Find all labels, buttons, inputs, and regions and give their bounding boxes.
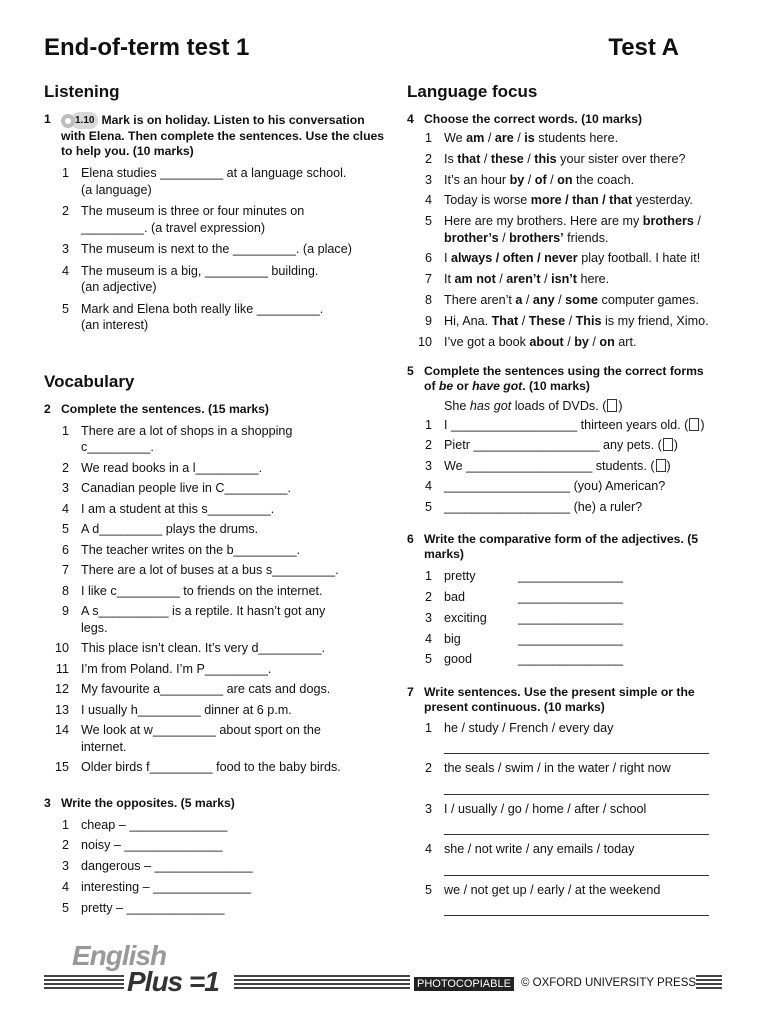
prompt-text: we / not get up / early / at the weekend <box>444 882 661 897</box>
item-text: The museum is a big, _________ building. <box>81 263 319 278</box>
item-number: 2 <box>61 460 69 475</box>
item-text: It’s an hour <box>444 172 510 187</box>
item-number: 4 <box>61 263 69 278</box>
item-text: / <box>495 272 507 287</box>
item-text: students here. <box>534 131 619 145</box>
list-item <box>407 841 727 876</box>
item-text: cheap – ______________ <box>81 817 228 832</box>
left-column <box>44 82 389 920</box>
item-text: / <box>524 172 535 187</box>
adjective: big <box>444 631 461 646</box>
answer-line[interactable] <box>444 777 709 795</box>
list-item <box>44 542 389 559</box>
list-item <box>407 568 727 585</box>
question-5 <box>407 364 727 394</box>
answer-line[interactable] <box>444 817 709 835</box>
question-instruction: Write sentences. Use the present simple or the present continuous. (10 marks) <box>424 684 695 714</box>
list-item <box>407 478 727 495</box>
item-text: yesterday. <box>632 193 693 208</box>
list-item <box>44 759 389 776</box>
item-number: 7 <box>424 272 432 287</box>
item-number: 2 <box>61 838 69 853</box>
checkbox-icon <box>663 438 673 451</box>
list-item <box>44 879 389 896</box>
item-number: 9 <box>61 604 69 618</box>
item-text: Older birds f_________ food to the baby birds. <box>81 760 341 774</box>
item-text: Is <box>444 151 458 166</box>
list-item <box>407 720 727 755</box>
item-text: Canadian people live in C_________. <box>81 481 292 495</box>
item-text: __________________ (he) a ruler? <box>444 499 643 514</box>
question-1-items <box>44 165 389 334</box>
item-text: / <box>554 293 566 308</box>
word-choice[interactable]: that <box>457 151 481 166</box>
item-text: We __________________ students. ( <box>444 458 655 473</box>
word-choice[interactable]: brothers’ <box>509 230 564 245</box>
word-choice[interactable]: these <box>490 151 524 166</box>
item-number: 1 <box>61 817 69 832</box>
item-text: It <box>444 272 455 287</box>
item-text: I like c_________ to friends on the internet. <box>81 583 323 598</box>
question-number: 1 <box>44 112 51 126</box>
adjective: bad <box>444 589 466 604</box>
item-text-continued: c_________. <box>81 440 154 454</box>
question-instruction: Complete the sentences using the correct forms of be or have got. (10 marks) <box>424 364 704 394</box>
item-text-continued: (an adjective) <box>81 280 157 294</box>
answer-blank[interactable]: _______________ <box>518 652 624 667</box>
word-choice[interactable]: brother’s <box>444 230 499 245</box>
prompt-text: the seals / swim / in the water / right now <box>444 761 671 776</box>
word-choice[interactable]: any <box>532 293 555 308</box>
list-item <box>407 172 727 189</box>
track-number: 1.10 <box>71 112 98 129</box>
item-text: Pietr __________________ any pets. ( <box>444 438 662 453</box>
item-text: Mark and Elena both really like _________. <box>81 301 324 316</box>
word-choice[interactable]: about <box>529 334 564 349</box>
list-item <box>44 301 389 334</box>
test-version: Test A <box>608 34 679 61</box>
listening-heading: Listening <box>44 82 120 101</box>
item-text: We look at w_________ about sport on the <box>81 723 321 737</box>
question-number: 6 <box>407 532 414 547</box>
list-item <box>407 437 727 454</box>
item-text: / <box>588 334 600 349</box>
question-number: 4 <box>407 112 414 126</box>
photocopiable-label: PHOTOCOPIABLE <box>414 977 514 991</box>
item-number: 1 <box>424 131 432 145</box>
word-choice[interactable]: aren’t <box>506 272 541 287</box>
adjective: exciting <box>444 610 487 625</box>
footer-stripes-right <box>234 975 410 989</box>
word-choice[interactable]: this <box>534 151 557 166</box>
item-number: 10 <box>54 641 69 655</box>
list-item <box>407 192 727 209</box>
question-instruction: Write the comparative form of the adjectives. (5 marks) <box>424 532 699 562</box>
item-number: 4 <box>424 842 432 857</box>
item-number: 1 <box>424 569 432 584</box>
checkbox-icon <box>656 459 666 472</box>
item-text: Hi, Ana. <box>444 313 492 328</box>
item-number: 6 <box>61 542 69 557</box>
list-item <box>407 271 727 288</box>
item-text: art. <box>614 334 637 349</box>
item-number: 4 <box>424 631 432 646</box>
word-choice[interactable]: some <box>565 293 599 308</box>
question-6-items <box>407 568 727 668</box>
item-text: There are a lot of shops in a shopping <box>81 423 293 438</box>
item-number: 5 <box>424 499 432 514</box>
item-number: 9 <box>424 313 432 328</box>
item-text-continued: (a language) <box>81 182 152 197</box>
page-title: End-of-term test 1 <box>44 34 250 61</box>
question-number: 7 <box>407 684 414 699</box>
item-text: / <box>480 151 491 166</box>
answer-blank[interactable]: _______________ <box>518 589 624 604</box>
word-choice[interactable]: That <box>491 313 519 328</box>
example-sentence: She has got loads of DVDs. ( ) <box>444 399 623 414</box>
item-number: 8 <box>61 583 69 598</box>
item-number: 5 <box>424 214 432 229</box>
answer-line[interactable] <box>444 898 709 916</box>
item-text: The teacher writes on the b_________. <box>81 542 301 557</box>
item-number: 15 <box>54 760 69 774</box>
list-item <box>407 458 727 475</box>
word-choice[interactable]: This <box>575 313 602 328</box>
item-text: A d_________ plays the drums. <box>81 522 259 536</box>
word-choice[interactable]: isn’t <box>551 272 577 287</box>
item-number: 3 <box>61 481 69 495</box>
item-text: pretty – ______________ <box>81 900 225 915</box>
list-item <box>407 213 727 246</box>
item-text: My favourite a_________ are cats and dogs. <box>81 682 331 696</box>
question-instruction: Mark is on holiday. Listen to his conversation with Elena. Then complete the sentences. Use the clues to help you. (10 marks) <box>61 112 385 158</box>
list-item <box>407 313 727 330</box>
answer-line[interactable] <box>444 736 709 754</box>
item-text: I’ve got a book <box>444 334 530 349</box>
item-number: 1 <box>424 417 432 432</box>
item-text: play football. I hate it! <box>577 251 701 266</box>
adjective: pretty <box>444 569 476 584</box>
word-choice[interactable]: These <box>528 313 566 328</box>
item-text: ) <box>666 458 671 473</box>
question-2-items <box>44 423 389 776</box>
item-text: I’m from Poland. I’m P_________. <box>81 661 272 676</box>
question-instruction: Choose the correct words. (10 marks) <box>424 112 643 126</box>
list-item <box>44 661 389 678</box>
item-text: Here are my brothers. Here are my <box>444 214 643 229</box>
answer-line[interactable] <box>444 858 709 876</box>
answer-blank[interactable]: _______________ <box>518 610 624 625</box>
word-choice[interactable]: always / often / never <box>451 251 578 266</box>
item-text: dangerous – ______________ <box>81 859 253 874</box>
list-item <box>44 241 389 258</box>
question-number: 5 <box>407 364 414 379</box>
question-instruction: Write the opposites. (5 marks) <box>61 795 235 810</box>
list-item <box>407 130 727 147</box>
item-number: 8 <box>424 293 432 308</box>
item-text: This place isn’t clean. It’s very d_________. <box>81 641 326 655</box>
vocabulary-heading: Vocabulary <box>44 371 135 391</box>
list-item <box>407 882 727 917</box>
item-text: here. <box>576 272 610 287</box>
list-item <box>407 610 727 627</box>
item-text: I <box>444 251 451 266</box>
item-text: __________________ (you) American? <box>444 479 666 494</box>
item-number: 3 <box>424 458 432 473</box>
item-number: 3 <box>61 242 69 256</box>
cd-icon <box>61 114 75 128</box>
item-number: 4 <box>424 193 432 208</box>
item-number: 14 <box>54 723 69 737</box>
list-item <box>407 631 727 648</box>
list-item <box>44 480 389 497</box>
item-text: computer games. <box>598 293 699 308</box>
list-item <box>407 801 727 836</box>
list-item <box>44 562 389 579</box>
list-item <box>407 151 727 168</box>
item-text: / <box>484 131 495 145</box>
list-item <box>44 460 389 477</box>
list-item <box>407 417 727 434</box>
item-number: 2 <box>424 589 432 604</box>
item-text: is my friend, Ximo. <box>601 313 709 328</box>
item-text: We read books in a l_________. <box>81 460 263 475</box>
word-choice[interactable]: are <box>494 131 514 145</box>
list-item <box>44 501 389 518</box>
item-number: 5 <box>424 652 432 667</box>
question-number: 3 <box>44 795 51 810</box>
item-text-continued: legs. <box>81 620 108 635</box>
footer: English Plus =1 PHOTOCOPIABLE © OXFORD UNIVERSITY PRESS <box>44 940 724 998</box>
item-text: Today is worse <box>444 193 531 208</box>
word-choice[interactable]: is <box>524 131 535 145</box>
item-number: 2 <box>424 151 432 166</box>
list-item <box>44 423 389 456</box>
question-instruction: Complete the sentences. (15 marks) <box>61 401 269 416</box>
word-choice[interactable]: a <box>515 293 523 308</box>
prompt-text: she / not write / any emails / today <box>444 842 635 857</box>
answer-blank[interactable]: _______________ <box>518 569 624 584</box>
word-choice[interactable]: by <box>509 172 525 187</box>
item-text: / <box>693 214 701 229</box>
item-number: 3 <box>424 801 432 816</box>
item-number: 2 <box>424 438 432 453</box>
list-item <box>44 681 389 698</box>
list-item <box>44 263 389 296</box>
question-4 <box>407 112 727 127</box>
item-text: ) <box>700 417 705 432</box>
answer-blank[interactable]: _______________ <box>518 631 624 646</box>
item-number: 6 <box>424 251 432 266</box>
item-text: We <box>444 131 467 145</box>
item-number: 10 <box>417 334 432 349</box>
item-text: / <box>513 131 525 145</box>
list-item <box>44 521 389 538</box>
word-choice[interactable]: am <box>466 131 485 145</box>
item-number: 5 <box>61 301 69 316</box>
question-4-items <box>407 130 727 350</box>
item-number: 11 <box>55 661 69 676</box>
right-column <box>407 82 727 922</box>
adjective: good <box>444 652 473 667</box>
question-3-items <box>44 817 389 917</box>
item-number: 4 <box>424 479 432 494</box>
list-item <box>407 250 727 267</box>
question-number: 2 <box>44 401 51 416</box>
item-text: noisy – ______________ <box>81 838 223 853</box>
list-item <box>44 603 389 636</box>
question-3 <box>44 796 389 811</box>
footer-stripes-left <box>44 975 124 989</box>
list-item <box>44 837 389 854</box>
item-text: There are a lot of buses at a bus s_________. <box>81 563 339 577</box>
list-item <box>44 702 389 719</box>
question-7 <box>407 685 727 715</box>
question-2 <box>44 402 389 417</box>
list-item <box>407 651 727 668</box>
item-text: I usually h_________ dinner at 6 p.m. <box>81 702 292 717</box>
item-text: / <box>565 313 576 328</box>
item-number: 4 <box>61 879 69 894</box>
list-item <box>44 640 389 657</box>
item-number: 1 <box>424 720 432 735</box>
publisher-credit: © OXFORD UNIVERSITY PRESS <box>521 977 697 989</box>
word-choice[interactable]: of <box>534 172 547 187</box>
question-1 <box>44 112 389 159</box>
item-text: / <box>522 293 533 308</box>
question-6 <box>407 532 727 562</box>
item-text: / <box>540 272 552 287</box>
item-text: I __________________ thirteen years old. ( <box>444 417 689 432</box>
item-text: / <box>498 230 510 245</box>
list-item <box>44 165 389 198</box>
list-item <box>407 334 727 351</box>
item-text: / <box>523 151 535 166</box>
item-number: 3 <box>424 172 432 187</box>
language-focus-heading: Language focus <box>407 82 538 101</box>
item-number: 2 <box>61 204 69 218</box>
item-text: interesting – ______________ <box>81 879 252 894</box>
word-choice[interactable]: by <box>574 334 589 349</box>
list-item <box>44 203 389 236</box>
item-text: / <box>563 334 575 349</box>
item-text-continued: _________. (a travel expression) <box>81 220 266 235</box>
item-text: I am a student at this s_________. <box>81 501 275 516</box>
prompt-text: he / study / French / every day <box>444 720 614 735</box>
item-text: / <box>546 172 558 187</box>
item-number: 5 <box>61 522 69 536</box>
list-item <box>44 900 389 917</box>
checkbox-icon <box>689 418 699 431</box>
item-text: A s__________ is a reptile. It hasn’t got any <box>81 604 326 618</box>
item-number: 12 <box>54 682 69 696</box>
item-text: The museum is three or four minutes on <box>81 204 305 218</box>
list-item <box>407 292 727 309</box>
word-choice[interactable]: more / than / that <box>530 193 633 208</box>
item-text: Elena studies _________ at a language school. <box>81 166 347 180</box>
item-text: your sister over there? <box>556 151 686 166</box>
word-choice[interactable]: on <box>557 172 573 187</box>
checkbox-icon <box>607 399 617 412</box>
item-number: 1 <box>61 423 69 438</box>
prompt-text: I / usually / go / home / after / school <box>444 801 647 816</box>
item-text-continued: (an interest) <box>81 318 149 332</box>
list-item <box>44 858 389 875</box>
audio-track[interactable] <box>61 112 98 129</box>
question-7-items <box>407 720 727 917</box>
item-text: ) <box>673 438 678 453</box>
item-number: 5 <box>61 900 69 915</box>
item-number: 5 <box>424 882 432 897</box>
list-item <box>44 817 389 834</box>
item-number: 4 <box>61 501 69 516</box>
item-number: 3 <box>424 610 432 625</box>
footer-stripes-end <box>696 975 722 989</box>
list-item <box>44 583 389 600</box>
item-number: 1 <box>61 166 69 180</box>
list-item <box>407 499 727 516</box>
item-text: / <box>518 313 529 328</box>
word-choice[interactable]: on <box>599 334 615 349</box>
item-text-continued: internet. <box>81 739 127 754</box>
item-number: 7 <box>61 563 69 577</box>
item-text: the coach. <box>572 172 635 187</box>
list-item <box>44 722 389 755</box>
list-item <box>407 760 727 795</box>
item-number: 2 <box>424 761 432 776</box>
item-text: There aren’t <box>444 293 516 308</box>
list-item <box>407 589 727 606</box>
item-number: 3 <box>61 859 69 874</box>
word-choice[interactable]: am not <box>454 272 496 287</box>
word-choice[interactable]: brothers <box>642 214 694 229</box>
question-5-items <box>407 417 727 516</box>
item-text: friends. <box>563 230 609 245</box>
item-text: The museum is next to the _________. (a place) <box>81 242 352 256</box>
item-number: 13 <box>54 702 69 717</box>
